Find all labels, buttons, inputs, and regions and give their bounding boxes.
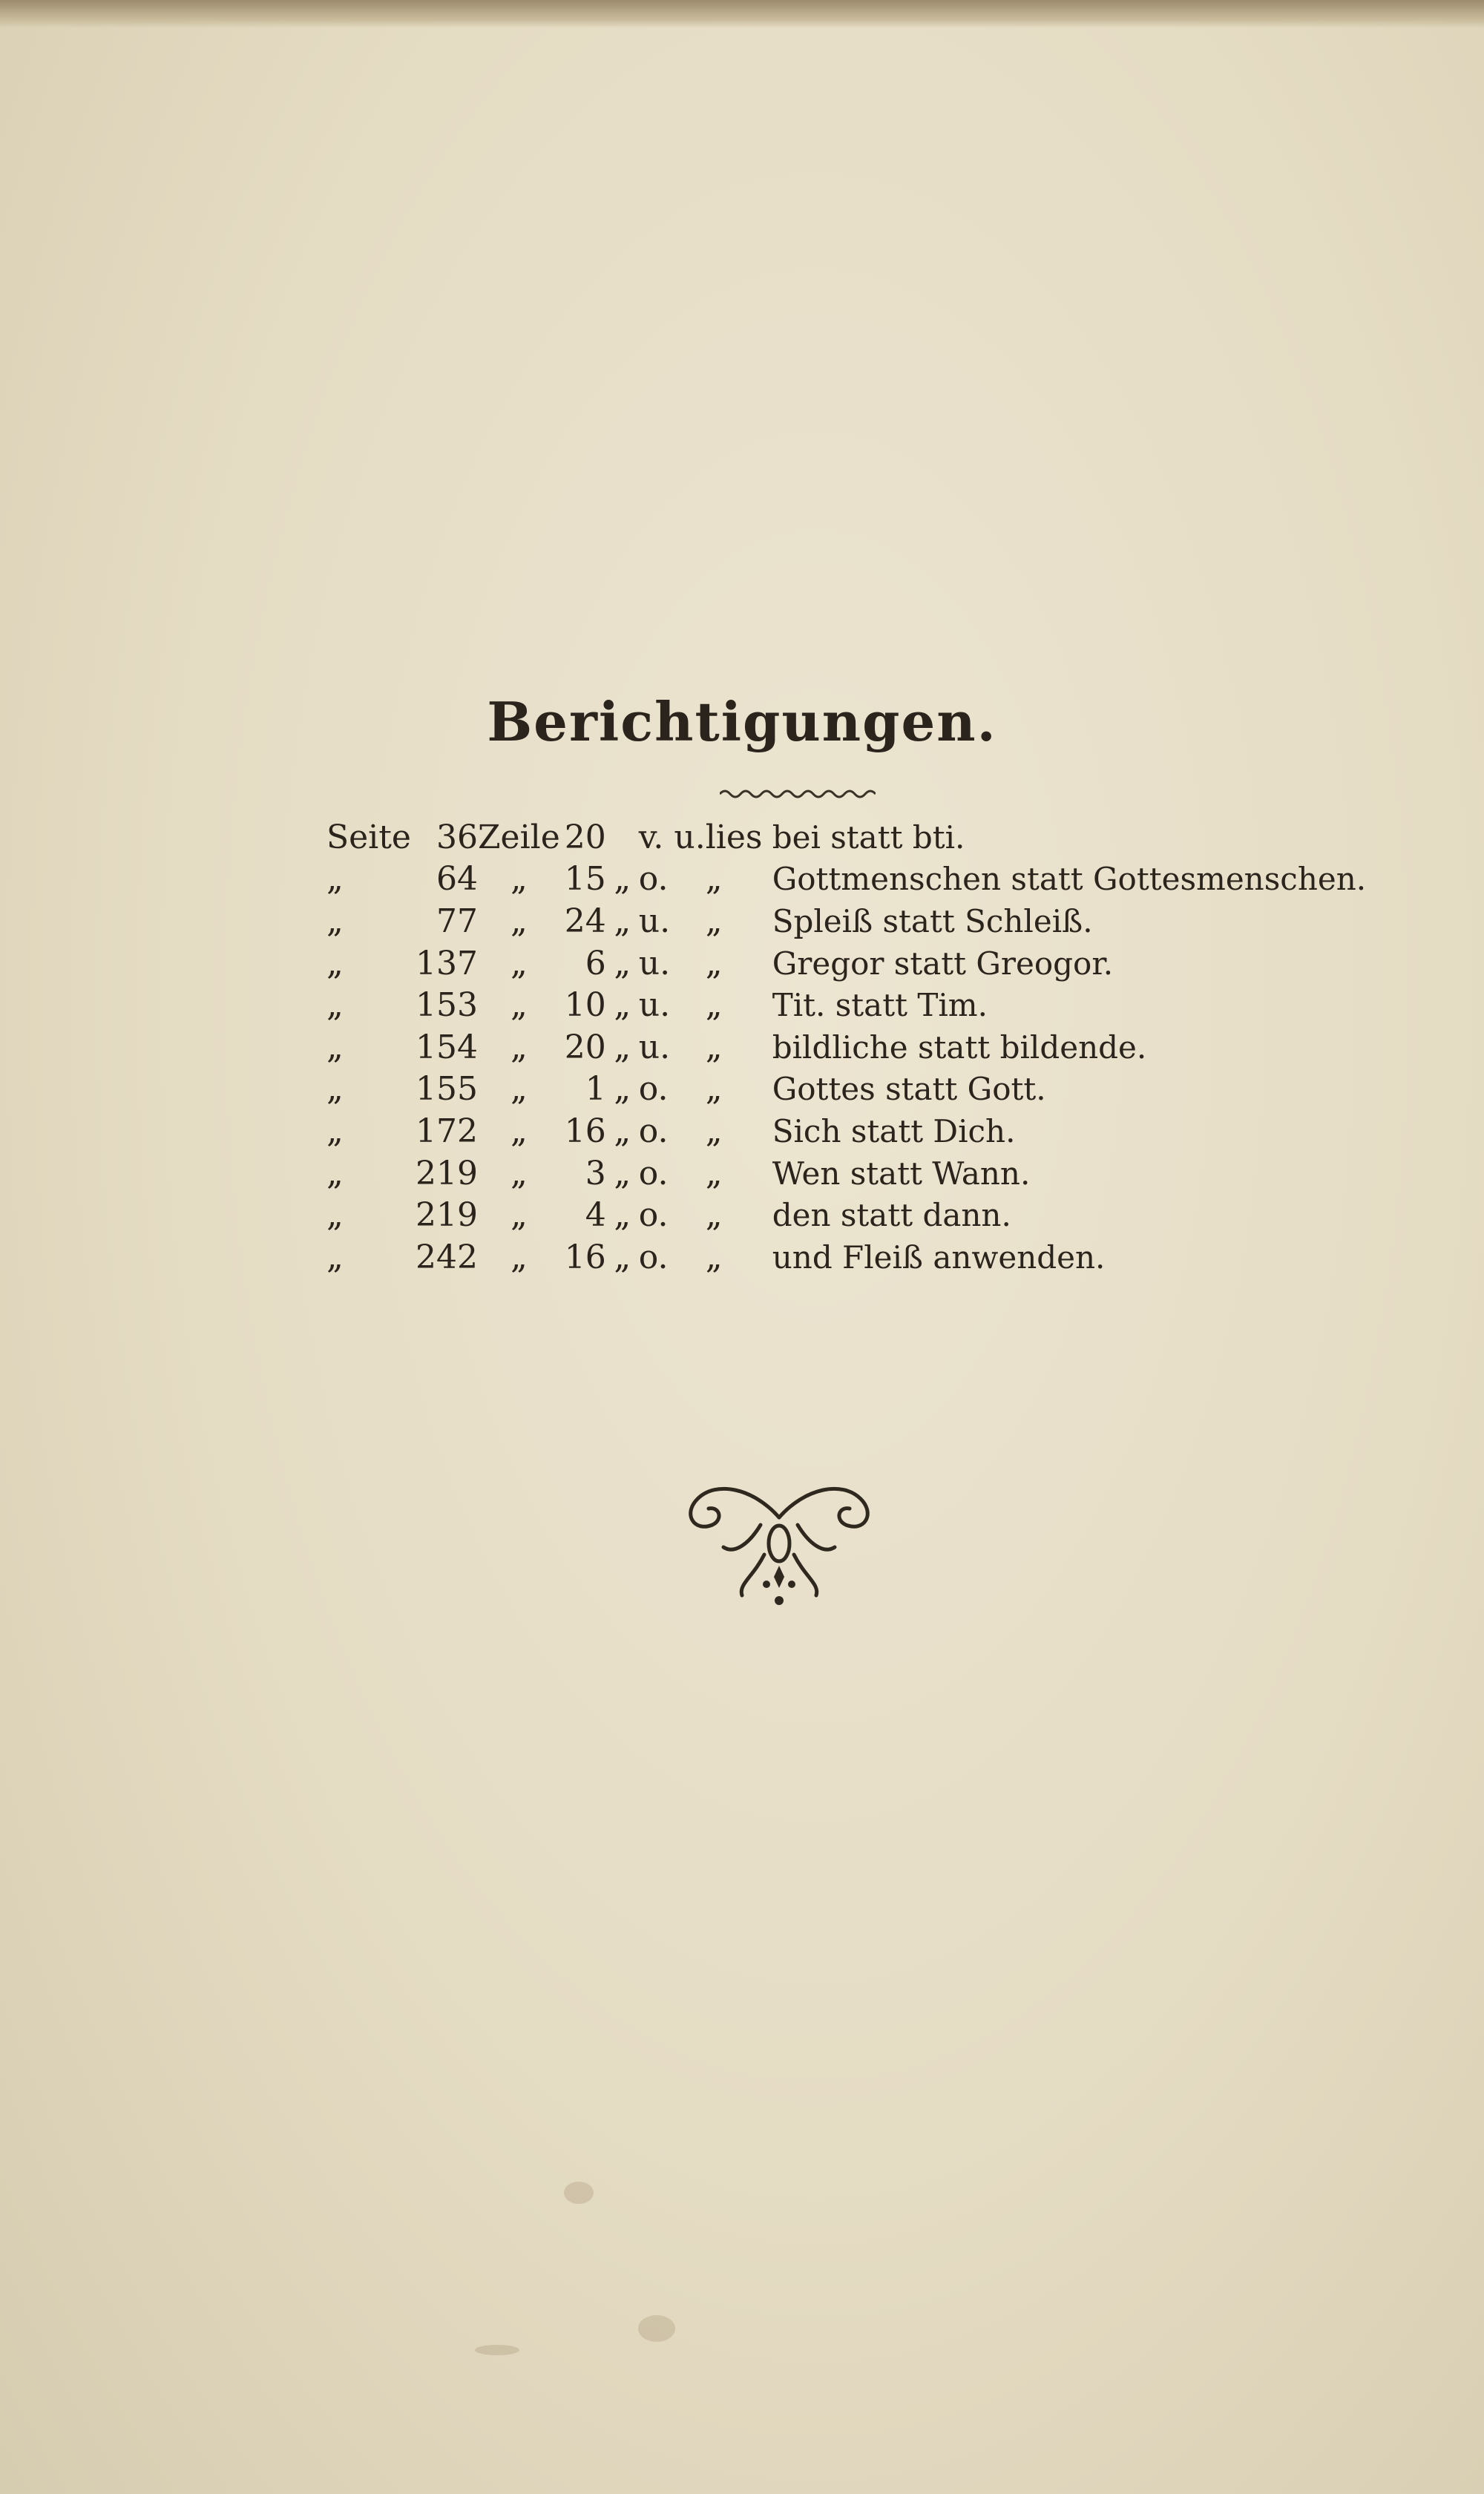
errata-row xyxy=(326,984,1366,1026)
col-page-number: 77 xyxy=(436,902,478,940)
col-ditto: „ xyxy=(614,860,631,899)
col-seite: „ xyxy=(326,1070,344,1109)
col-correction: Gottes statt Gott. xyxy=(772,1071,1046,1108)
errata-row xyxy=(326,1110,1366,1152)
col-line-number: 20 xyxy=(564,818,606,856)
col-lies: lies xyxy=(705,818,763,856)
col-seite: „ xyxy=(326,1028,344,1066)
col-zeile: „ xyxy=(510,860,528,899)
col-lies: „ xyxy=(705,1196,723,1235)
col-ditto xyxy=(606,816,639,859)
col-zeile: „ xyxy=(510,1154,528,1192)
col-page-number: 219 xyxy=(416,1154,478,1192)
errata-table xyxy=(326,816,1366,1279)
col-ditto: „ xyxy=(614,902,631,940)
col-seite: „ xyxy=(326,1238,344,1276)
col-ditto: „ xyxy=(614,944,631,982)
paper-stain xyxy=(475,2345,519,2355)
col-line-number: 15 xyxy=(564,860,606,899)
col-page-number: 242 xyxy=(416,1238,478,1276)
col-line-number: 20 xyxy=(564,1028,606,1066)
col-lies: „ xyxy=(705,1070,723,1109)
col-lies: „ xyxy=(705,902,723,940)
col-zeile: Zeile xyxy=(477,818,560,856)
col-ditto: „ xyxy=(614,1028,631,1066)
col-seite: Seite xyxy=(326,818,411,856)
errata-row xyxy=(326,1194,1366,1236)
col-seite: „ xyxy=(326,1196,344,1235)
errata-row xyxy=(326,1152,1366,1195)
col-line-number: 1 xyxy=(585,1070,606,1109)
col-page-number: 137 xyxy=(416,944,478,982)
col-direction: u. xyxy=(638,902,671,940)
page-top-edge xyxy=(0,0,1484,28)
col-correction: bildliche statt bildende. xyxy=(772,1028,1147,1066)
col-zeile: „ xyxy=(510,986,528,1025)
col-ditto: „ xyxy=(614,1070,631,1109)
col-zeile: „ xyxy=(510,1196,528,1235)
col-seite: „ xyxy=(326,1112,344,1150)
col-correction: Tit. statt Tim. xyxy=(772,987,988,1024)
col-line-number: 10 xyxy=(564,986,606,1025)
paper-stain xyxy=(638,2315,675,2342)
col-correction: Gregor statt Greogor. xyxy=(772,945,1114,982)
col-line-number: 16 xyxy=(564,1238,606,1276)
col-lies: „ xyxy=(705,1238,723,1276)
page-title: Berichtigungen. xyxy=(487,690,997,753)
col-direction: o. xyxy=(638,1070,669,1109)
col-seite: „ xyxy=(326,902,344,940)
col-page-number: 64 xyxy=(436,860,478,899)
col-direction: o. xyxy=(638,1112,669,1150)
col-direction: u. xyxy=(638,944,671,982)
col-ditto: „ xyxy=(614,986,631,1025)
col-page-number: 36 xyxy=(436,818,478,856)
col-zeile: „ xyxy=(510,944,528,982)
col-direction: u. xyxy=(638,986,671,1025)
col-page-number: 172 xyxy=(416,1112,478,1150)
col-line-number: 4 xyxy=(585,1196,606,1235)
col-page-number: 153 xyxy=(416,986,478,1025)
col-direction: o. xyxy=(638,1238,669,1276)
col-direction: o. xyxy=(638,1154,669,1192)
errata-row xyxy=(326,1236,1366,1279)
col-page-number: 154 xyxy=(416,1028,478,1066)
col-lies: „ xyxy=(705,860,723,899)
col-ditto: „ xyxy=(614,1112,631,1150)
col-correction: Wen statt Wann. xyxy=(772,1155,1031,1192)
col-correction: bei statt bti. xyxy=(772,818,965,856)
paper-stain xyxy=(564,2182,594,2204)
col-direction: o. xyxy=(638,1196,669,1235)
errata-row xyxy=(326,1069,1366,1111)
col-line-number: 3 xyxy=(585,1154,606,1192)
col-direction: v. u. xyxy=(638,818,706,856)
col-correction: den statt dann. xyxy=(772,1197,1011,1234)
col-lies: „ xyxy=(705,1028,723,1066)
col-ditto: „ xyxy=(614,1196,631,1235)
ornament-vignette xyxy=(672,1473,887,1610)
col-ditto: „ xyxy=(614,1154,631,1192)
col-zeile: „ xyxy=(510,1112,528,1150)
errata-row xyxy=(326,1026,1366,1069)
col-correction: Gottmenschen statt Gottesmenschen. xyxy=(772,861,1367,898)
col-correction: Spleiß statt Schleiß. xyxy=(772,902,1093,939)
col-direction: u. xyxy=(638,1028,671,1066)
errata-row xyxy=(326,900,1366,942)
col-line-number: 24 xyxy=(564,902,606,940)
col-zeile: „ xyxy=(510,902,528,940)
title-rule xyxy=(720,787,876,801)
col-seite: „ xyxy=(326,944,344,982)
col-page-number: 219 xyxy=(416,1196,478,1235)
errata-row xyxy=(326,859,1366,901)
col-ditto: „ xyxy=(614,1238,631,1276)
col-lies: „ xyxy=(705,986,723,1025)
col-correction: und Fleiß anwenden. xyxy=(772,1238,1106,1276)
col-seite: „ xyxy=(326,986,344,1025)
col-lies: „ xyxy=(705,1112,723,1150)
col-lies: „ xyxy=(705,1154,723,1192)
col-direction: o. xyxy=(638,860,669,899)
col-zeile: „ xyxy=(510,1070,528,1109)
col-correction: Sich statt Dich. xyxy=(772,1112,1016,1149)
col-lies: „ xyxy=(705,944,723,982)
col-seite: „ xyxy=(326,860,344,899)
col-page-number: 155 xyxy=(416,1070,478,1109)
col-line-number: 16 xyxy=(564,1112,606,1150)
col-line-number: 6 xyxy=(585,944,606,982)
col-zeile: „ xyxy=(510,1238,528,1276)
errata-row xyxy=(326,942,1366,985)
col-zeile: „ xyxy=(510,1028,528,1066)
errata-row xyxy=(326,816,1366,859)
col-seite: „ xyxy=(326,1154,344,1192)
